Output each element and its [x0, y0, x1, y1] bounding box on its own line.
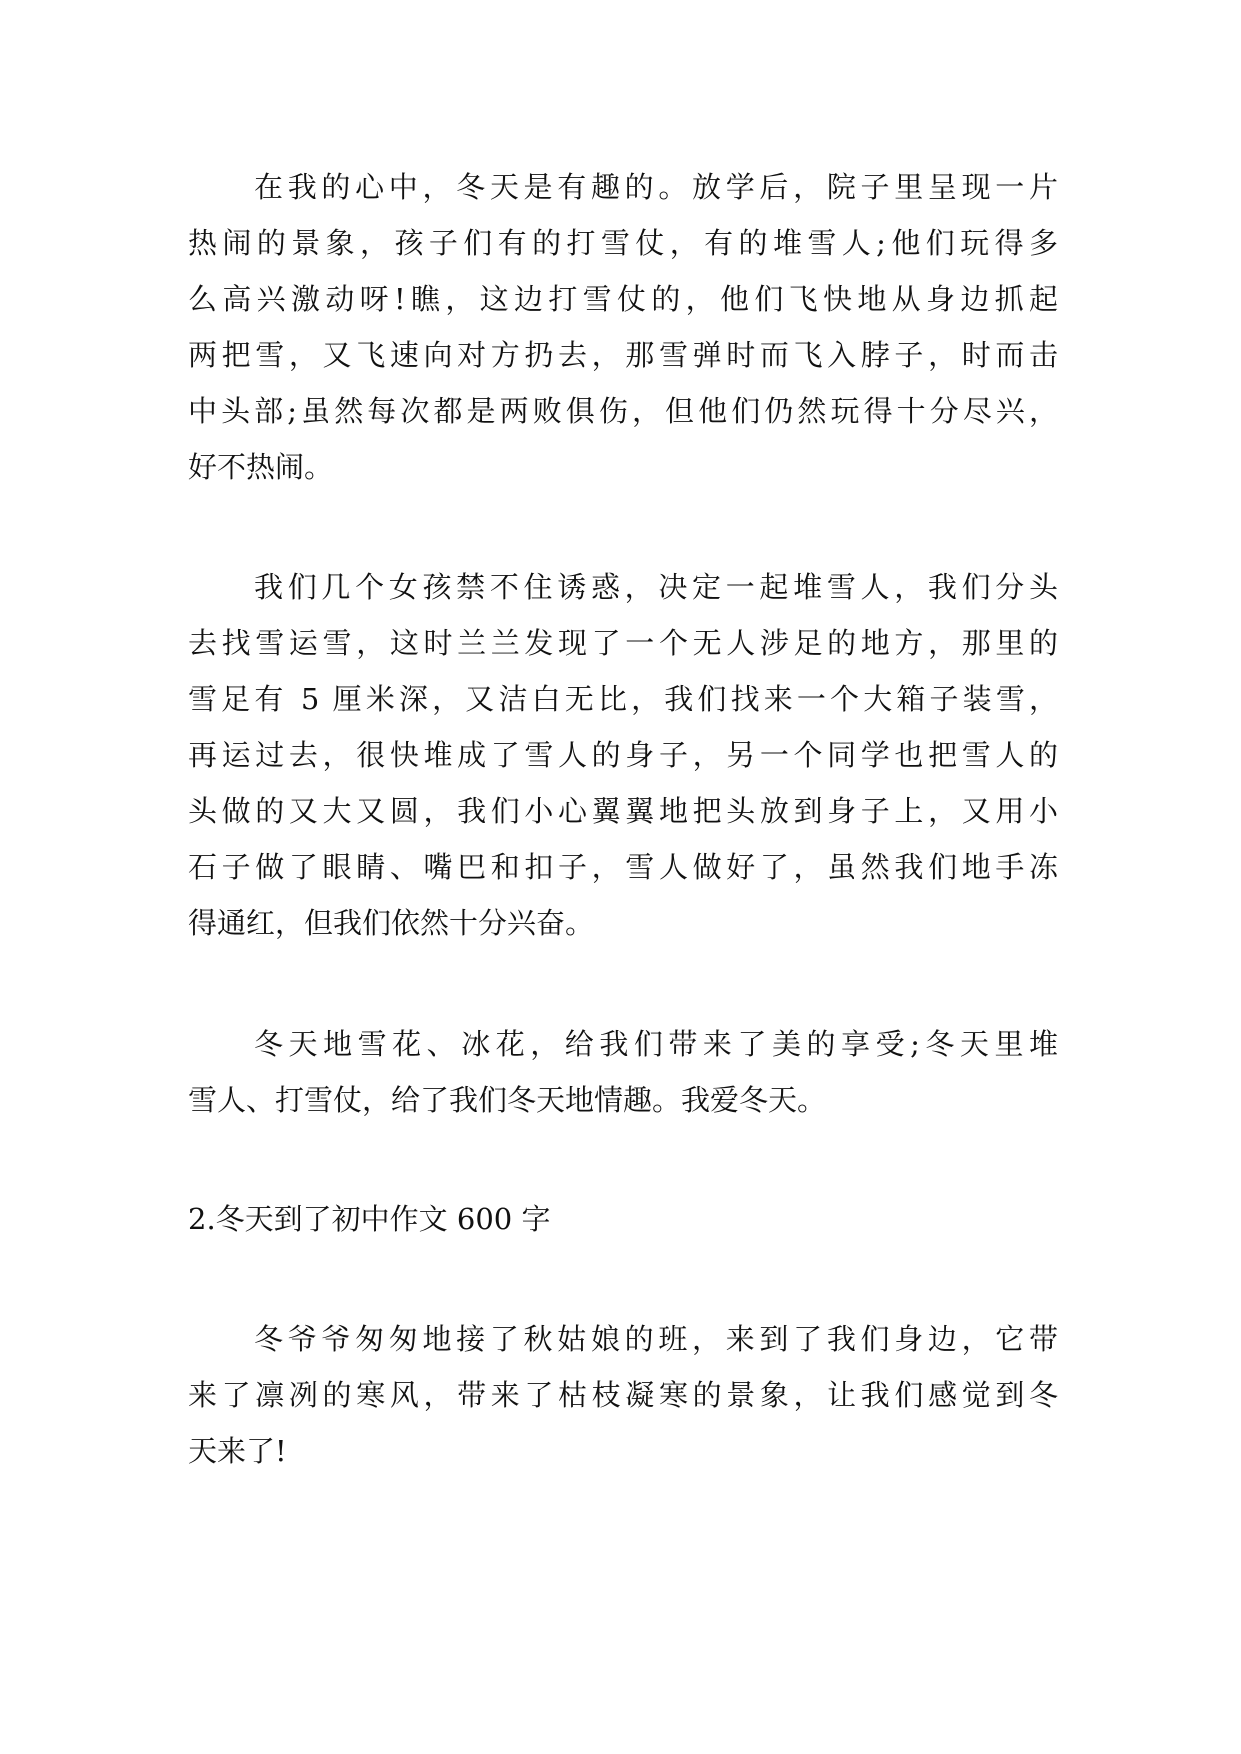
- paragraph-2-line-6: 石子做了眼睛、嘴巴和扣子，雪人做好了，虽然我们地手冻: [188, 850, 1058, 884]
- section-heading: 2.冬天到了初中作文 600 字: [188, 1202, 551, 1236]
- paragraph-2-line-7: 得通红，但我们依然十分兴奋。: [188, 906, 595, 940]
- paragraph-3-line-2: 雪人、打雪仗，给了我们冬天地情趣。我爱冬天。: [188, 1083, 827, 1117]
- paragraph-1-line-3: 么高兴激动呀!瞧，这边打雪仗的，他们飞快地从身边抓起: [188, 282, 1058, 316]
- paragraph-5-line-3: 天来了!: [188, 1434, 287, 1468]
- paragraph-1-line-6: 好不热闹。: [188, 450, 334, 484]
- paragraph-1-line-2: 热闹的景象，孩子们有的打雪仗，有的堆雪人;他们玩得多: [188, 226, 1058, 260]
- paragraph-1-line-5: 中头部;虽然每次都是两败俱伤，但他们仍然玩得十分尽兴，: [188, 394, 1058, 428]
- paragraph-1-line-4: 两把雪，又飞速向对方扔去，那雪弹时而飞入脖子，时而击: [188, 338, 1058, 372]
- paragraph-2-line-5: 头做的又大又圆，我们小心翼翼地把头放到身子上，又用小: [188, 794, 1058, 828]
- paragraph-3-line-1: 冬天地雪花、冰花，给我们带来了美的享受;冬天里堆: [254, 1027, 1058, 1061]
- paragraph-2-line-1: 我们几个女孩禁不住诱惑，决定一起堆雪人，我们分头: [254, 570, 1058, 604]
- paragraph-2-line-4: 再运过去，很快堆成了雪人的身子，另一个同学也把雪人的: [188, 738, 1058, 772]
- paragraph-5-line-1: 冬爷爷匆匆地接了秋姑娘的班，来到了我们身边，它带: [254, 1322, 1058, 1356]
- paragraph-2-line-2: 去找雪运雪，这时兰兰发现了一个无人涉足的地方，那里的: [188, 626, 1058, 660]
- paragraph-2-line-3: 雪足有 5 厘米深，又洁白无比，我们找来一个大箱子装雪，: [188, 682, 1058, 716]
- paragraph-5-line-2: 来了凛冽的寒风，带来了枯枝凝寒的景象，让我们感觉到冬: [188, 1378, 1058, 1412]
- paragraph-1-line-1: 在我的心中，冬天是有趣的。放学后，院子里呈现一片: [254, 170, 1058, 204]
